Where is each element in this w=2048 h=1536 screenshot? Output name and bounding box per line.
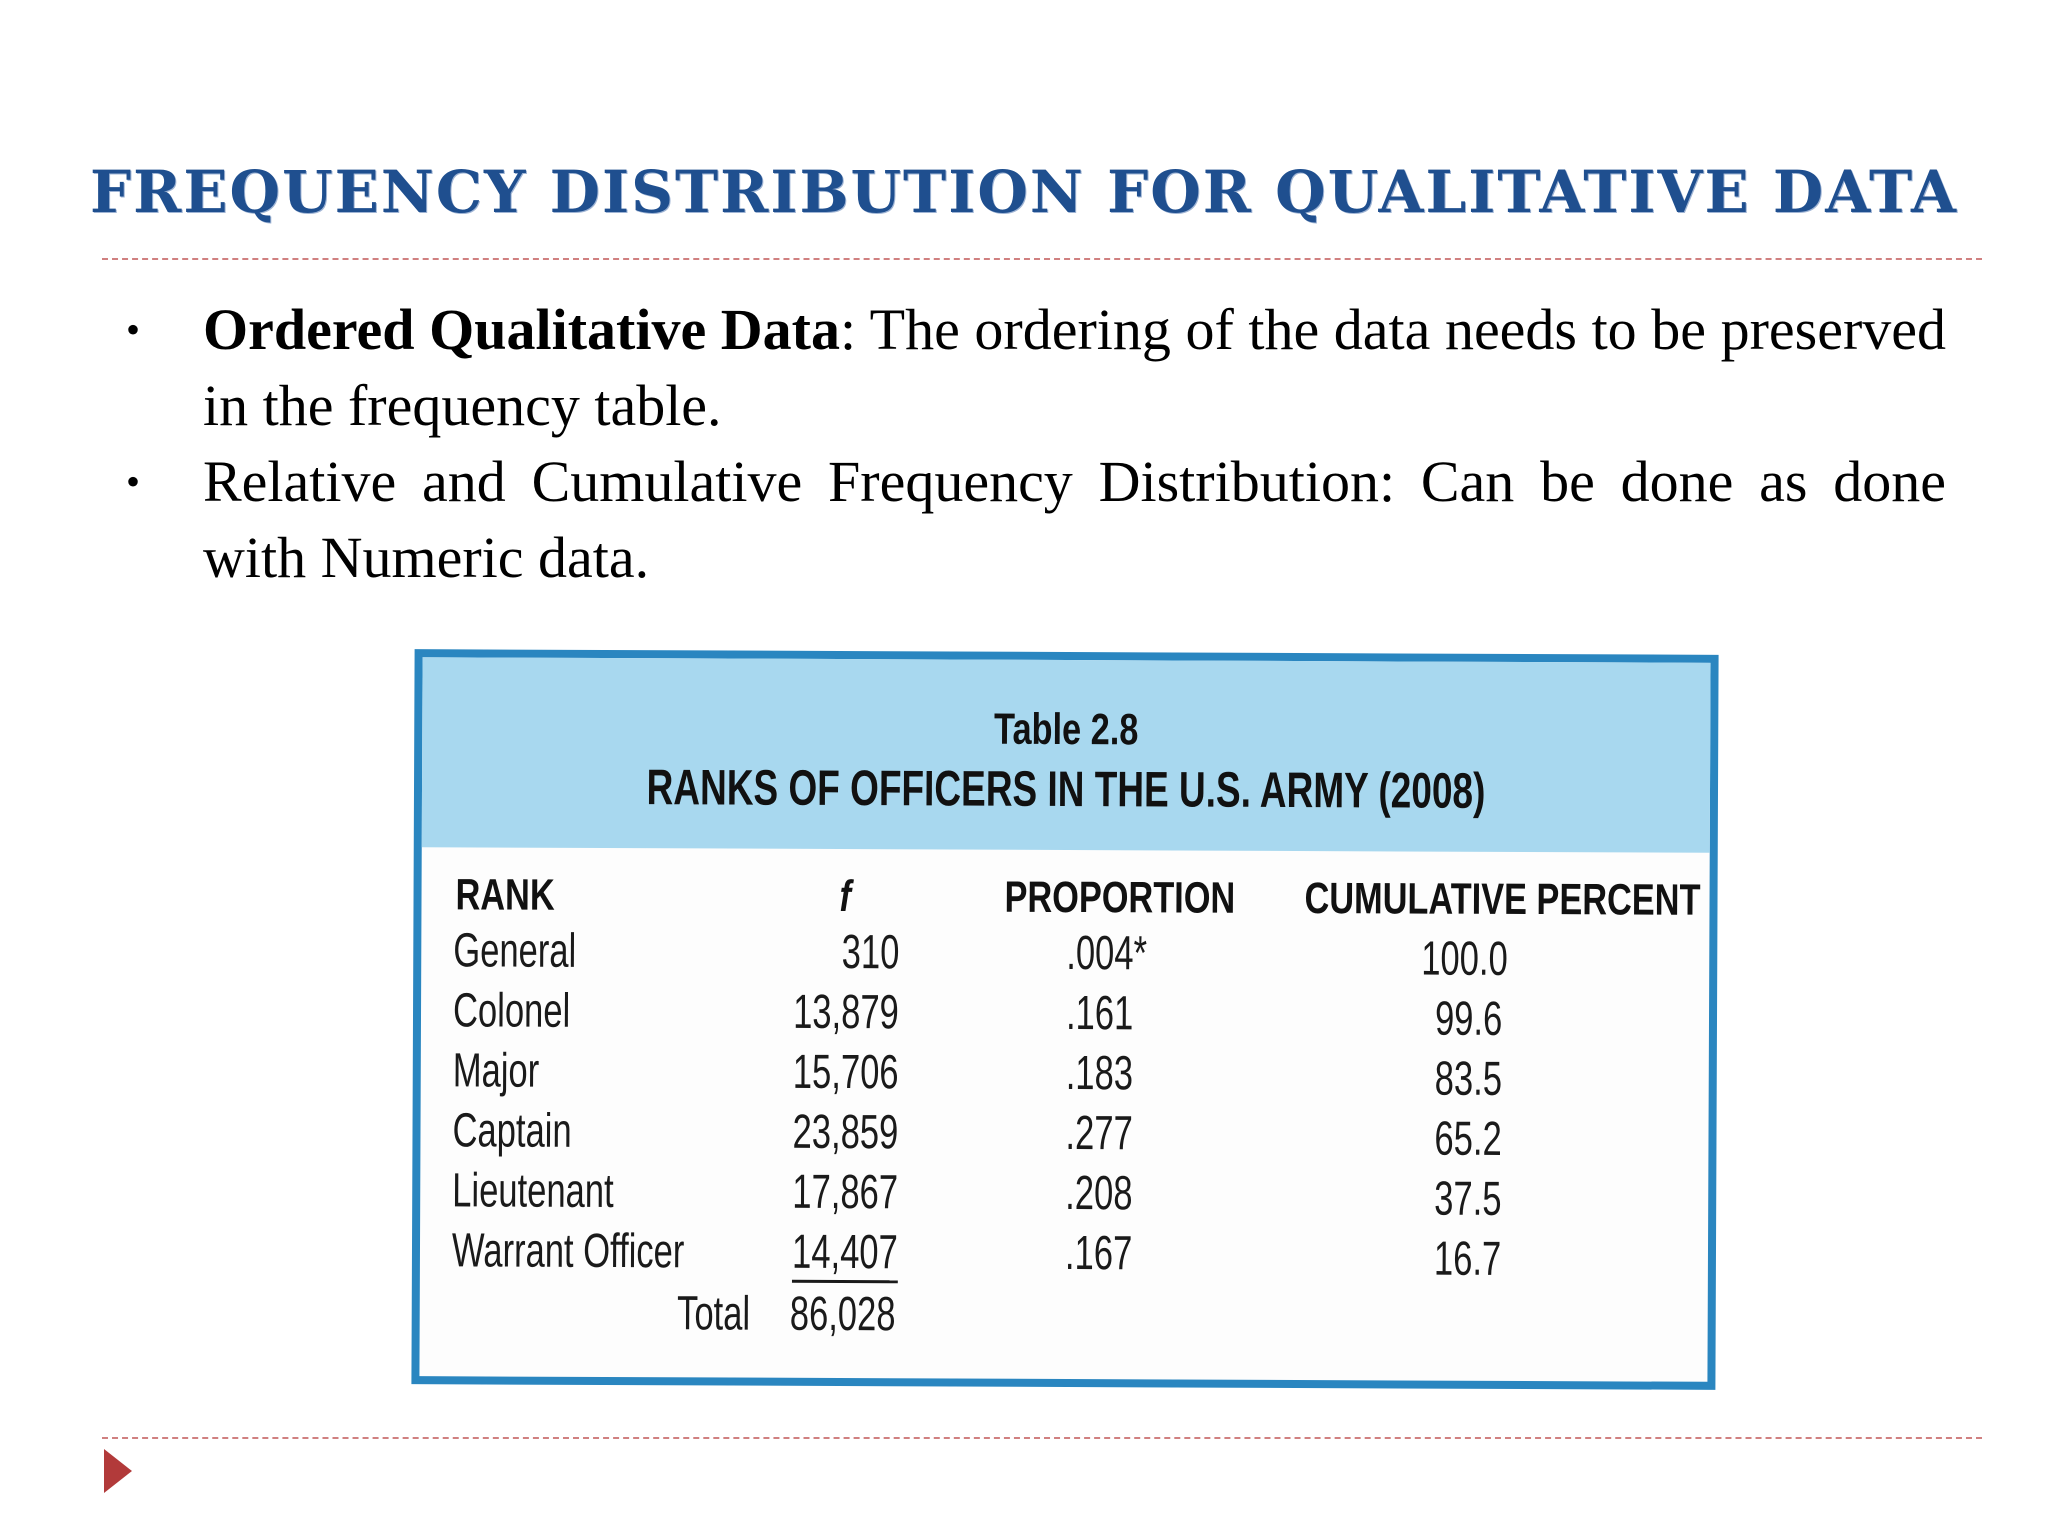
bullet-bold-text: Ordered Qualitative Data	[203, 297, 840, 362]
cell-f: 310	[841, 926, 900, 980]
cell-f: 23,859	[792, 1105, 899, 1160]
bullet-list	[110, 292, 1946, 596]
total-value: 86,028	[789, 1287, 896, 1342]
bullet-dot-icon: •	[126, 307, 141, 352]
bullet-text: Relative and Cumulative Frequency Distribution: Can be done as done with Numeric data.	[203, 449, 1946, 590]
cell-rank: Warrant Officer	[451, 1224, 685, 1279]
column-header-proportion: PROPORTION	[1004, 872, 1236, 923]
cell-cumulative: 100.0	[1421, 932, 1508, 986]
bullet-text: : The ordering of the data needs to be preserved in the frequency table.	[203, 297, 1947, 438]
cell-rank: Colonel	[452, 984, 571, 1038]
table-caption: RANKS OF OFFICERS IN THE U.S. ARMY (2008)	[646, 759, 1486, 819]
cell-proportion: .161	[1065, 987, 1134, 1041]
cell-f: 14,407	[792, 1225, 898, 1283]
cell-cumulative: 37.5	[1434, 1172, 1502, 1226]
footer-divider	[102, 1437, 1982, 1439]
cell-proportion: .004*	[1066, 927, 1148, 981]
cell-f: 13,879	[793, 985, 900, 1040]
triangle-arrow-icon	[104, 1449, 132, 1493]
cell-f: 15,706	[792, 1045, 899, 1100]
cell-cumulative: 99.6	[1434, 992, 1503, 1046]
cell-cumulative: 65.2	[1434, 1112, 1502, 1166]
bullet-dot-icon: •	[126, 459, 141, 504]
cell-cumulative: 16.7	[1433, 1232, 1502, 1286]
total-label: Total	[676, 1287, 750, 1341]
cell-proportion: .183	[1065, 1047, 1134, 1101]
bullet-item	[110, 444, 1946, 596]
cell-f: 17,867	[792, 1165, 899, 1220]
table-header-band	[422, 657, 1711, 853]
cell-rank: Major	[452, 1044, 540, 1098]
cell-rank: Lieutenant	[452, 1164, 614, 1219]
cell-cumulative: 83.5	[1434, 1052, 1503, 1106]
column-header-f: f	[839, 872, 852, 922]
cell-proportion: .208	[1065, 1167, 1133, 1221]
cell-rank: Captain	[452, 1104, 572, 1158]
column-header-cumulative: CUMULATIVE PERCENT	[1304, 874, 1701, 925]
cell-rank: General	[453, 924, 577, 978]
title-divider	[102, 258, 1982, 260]
cell-proportion: .277	[1065, 1107, 1133, 1161]
column-header-rank: RANK	[455, 870, 555, 920]
bullet-item	[110, 292, 1946, 444]
table-image	[411, 649, 1718, 1390]
table-number: Table 2.8	[993, 704, 1139, 755]
slide-title: FREQUENCY DISTRIBUTION FOR QUALITATIVE DATA	[89, 158, 1959, 226]
cell-proportion: .167	[1064, 1227, 1133, 1281]
